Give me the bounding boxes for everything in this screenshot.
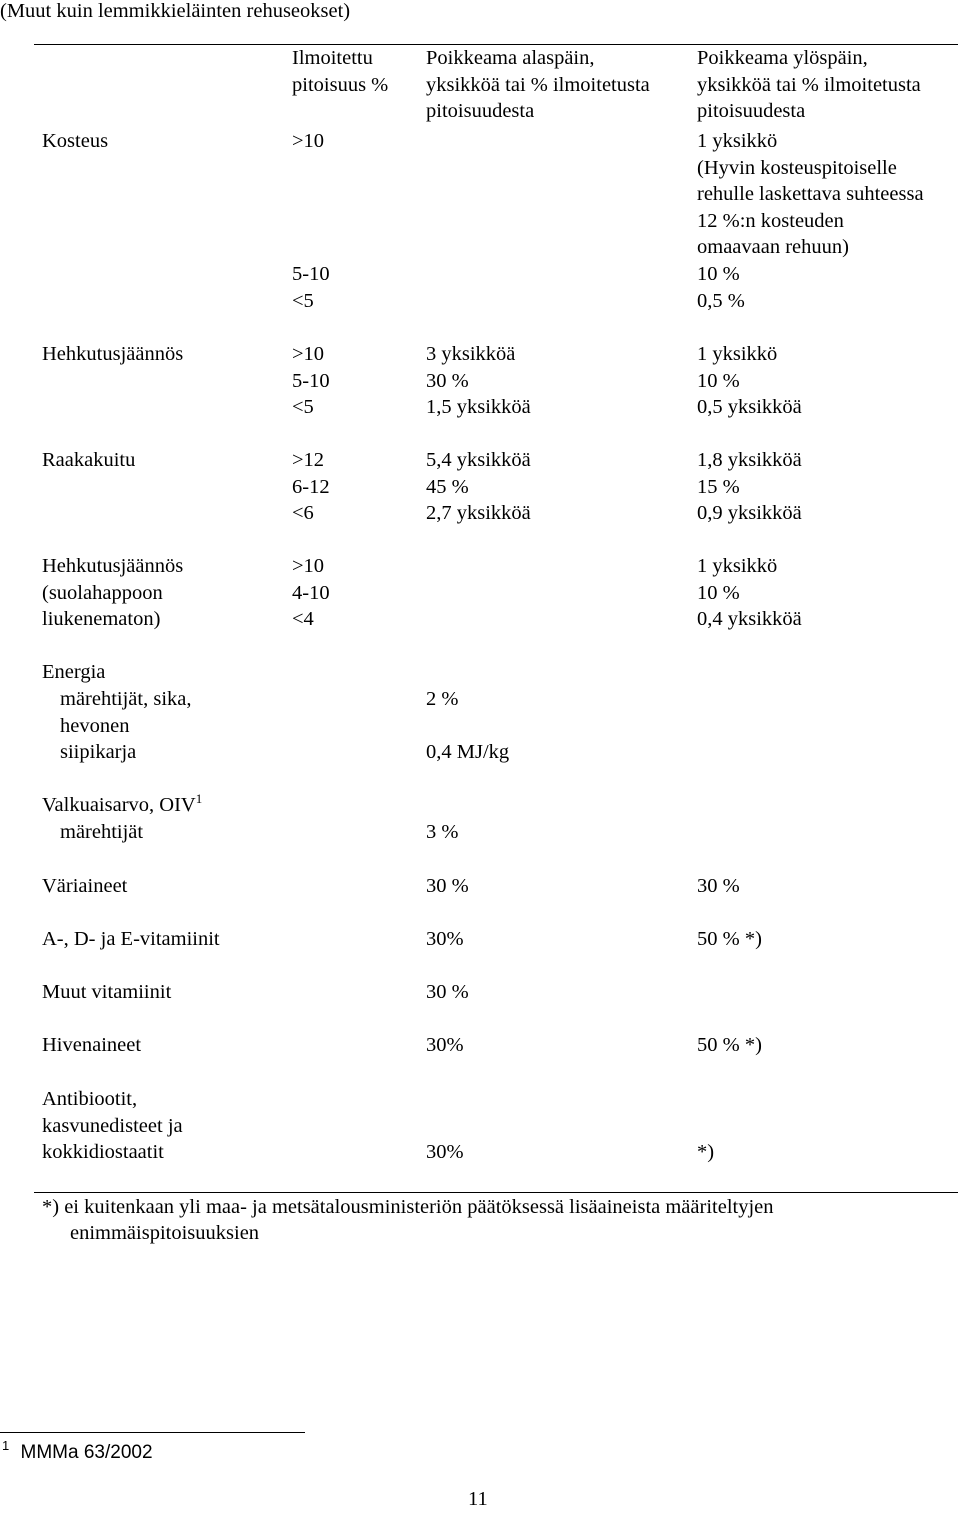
row-label: Väriaineet <box>42 875 128 897</box>
cell-declared: >10 <box>292 555 325 577</box>
row-label: Raakakuitu <box>42 449 136 471</box>
cell-declared: <4 <box>292 608 314 630</box>
cell-declared: 5-10 <box>292 263 330 285</box>
footnote-reference: 1 <box>195 791 203 806</box>
header-declared-line: Ilmoitettu <box>292 47 373 69</box>
cell-up: 50 % *) <box>697 1034 762 1056</box>
cell-down: 30% <box>426 1034 464 1056</box>
footnote-mark: 1 <box>2 1438 10 1453</box>
table-bottom-rule <box>34 1192 958 1193</box>
cell-down: 30 % <box>426 981 469 1003</box>
cell-up: rehulle laskettava suhteessa <box>697 183 924 205</box>
cell-down: 45 % <box>426 475 469 498</box>
header-up-line: yksikköä tai % ilmoitetusta <box>697 73 921 96</box>
cell-declared: <5 <box>292 289 314 312</box>
row-label: hevonen <box>60 714 130 737</box>
cell-up: (Hyvin kosteuspitoiselle <box>697 156 897 179</box>
row-label: A-, D- ja E-vitamiinit <box>42 928 220 950</box>
row-label: Antibiootit, <box>42 1088 138 1110</box>
cell-up: 0,9 yksikköä <box>697 502 802 524</box>
header-declared-line: pitoisuus % <box>292 73 389 96</box>
row-label: Hehkutusjäännös <box>42 343 184 365</box>
footnote-text: MMMa 63/2002 <box>20 1442 153 1463</box>
cell-up: 10 % <box>697 263 740 285</box>
cell-declared: 6-12 <box>292 475 330 498</box>
cell-up: 12 %:n kosteuden <box>697 209 844 232</box>
cell-down: 5,4 yksikköä <box>426 449 531 471</box>
cell-up: 1 yksikkö <box>697 555 778 577</box>
header-down-line: pitoisuudesta <box>426 100 535 122</box>
cell-declared: >10 <box>292 343 325 365</box>
cell-declared: <6 <box>292 502 314 524</box>
cell-down: 1,5 yksikköä <box>426 396 531 418</box>
footnote-rule <box>0 1432 305 1433</box>
row-label: Hivenaineet <box>42 1034 142 1056</box>
row-label: kasvunedisteet ja <box>42 1114 183 1137</box>
cell-declared: >12 <box>292 449 325 471</box>
row-label: (suolahappoon <box>42 581 163 604</box>
cell-declared: 4-10 <box>292 581 330 604</box>
row-label: Valkuaisarvo, OIV$^1$ <box>42 791 203 816</box>
cell-down: 2 % <box>426 688 459 710</box>
intro-line: (Muut kuin lemmikkieläinten rehuseokset) <box>0 0 351 22</box>
cell-down: 3 % <box>426 821 459 843</box>
row-label: Hehkutusjäännös <box>42 555 184 577</box>
header-down-line: yksikköä tai % ilmoitetusta <box>426 73 650 96</box>
note-line-1: *) ei kuitenkaan yli maa- ja metsätalousministeriön päätöksessä lisäaineista määriteltyjen <box>42 1196 774 1218</box>
footnote <box>2 1440 153 1468</box>
cell-down: 30% <box>426 1141 464 1163</box>
row-label: märehtijät <box>60 821 144 843</box>
cell-up: 10 % <box>697 581 740 604</box>
header-down-line: Poikkeama alaspäin, <box>426 47 595 69</box>
cell-down: 30 % <box>426 875 469 897</box>
row-label: märehtijät, sika, <box>60 688 192 710</box>
cell-up: 1 yksikkö <box>697 343 778 365</box>
row-label: kokkidiostaatit <box>42 1141 164 1163</box>
cell-up: omaavaan rehuun) <box>697 236 849 258</box>
cell-down: 2,7 yksikköä <box>426 502 531 524</box>
cell-declared: 5-10 <box>292 369 330 392</box>
cell-down: 3 yksikköä <box>426 343 516 365</box>
row-label: siipikarja <box>60 741 137 763</box>
row-label: liukenematon) <box>42 608 161 630</box>
row-label: Kosteus <box>42 130 109 152</box>
note-line-2: enimmäispitoisuuksien <box>70 1222 260 1244</box>
cell-declared: <5 <box>292 396 314 418</box>
cell-down: 30% <box>426 928 464 950</box>
row-label: Muut vitamiinit <box>42 981 172 1003</box>
header-up-line: Poikkeama ylöspäin, <box>697 47 868 69</box>
cell-up: 1 yksikkö <box>697 130 778 152</box>
row-label: Energia <box>42 661 106 683</box>
cell-up: 0,5 yksikköä <box>697 396 802 418</box>
cell-up: *) <box>697 1141 715 1163</box>
cell-down: 30 % <box>426 369 469 392</box>
cell-up: 1,8 yksikköä <box>697 449 802 471</box>
cell-declared: >10 <box>292 130 325 152</box>
cell-up: 0,4 yksikköä <box>697 608 802 630</box>
cell-up: 10 % <box>697 369 740 392</box>
cell-up: 30 % <box>697 875 740 897</box>
cell-up: 0,5 % <box>697 289 745 312</box>
cell-up: 15 % <box>697 475 740 498</box>
header-up-line: pitoisuudesta <box>697 100 806 122</box>
page-number: 11 <box>468 1488 488 1510</box>
cell-down: 0,4 MJ/kg <box>426 741 510 763</box>
cell-up: 50 % *) <box>697 928 762 950</box>
